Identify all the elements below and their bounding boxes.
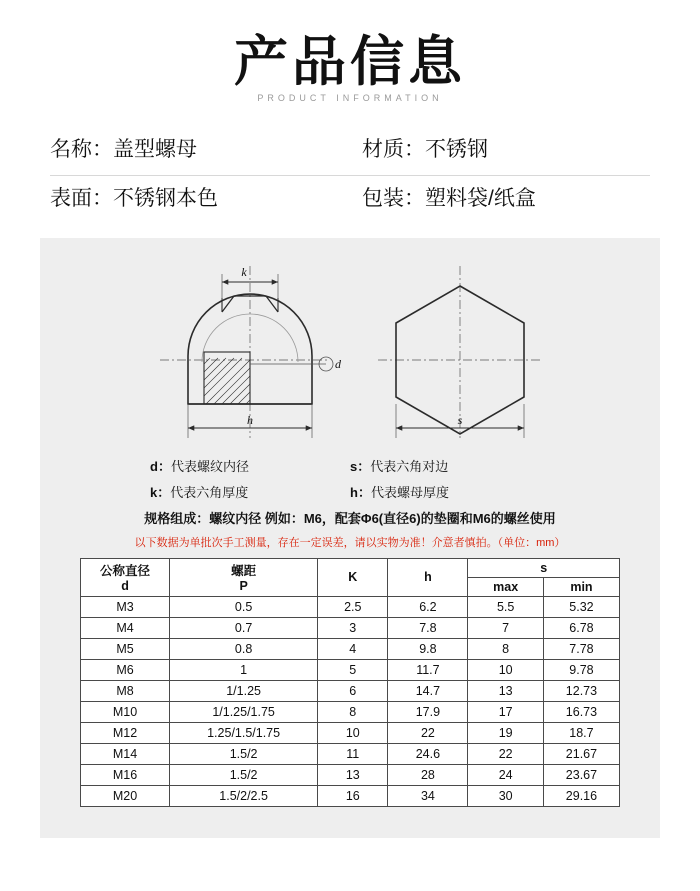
legend-h <box>350 482 550 501</box>
table-row <box>81 617 620 638</box>
header-nominal-diameter-main: 公称直径 <box>100 564 151 579</box>
cell-name: M14 <box>81 743 170 764</box>
table-row <box>81 638 620 659</box>
cell-pitch: 1/1.25/1.75 <box>170 701 318 722</box>
spec-packaging <box>338 182 650 212</box>
legend-h-text: 代表螺母厚度 <box>370 484 449 500</box>
legend-d-text: 代表螺纹内径 <box>170 458 249 474</box>
cell-name: M6 <box>81 659 170 680</box>
table-header-row <box>81 558 620 577</box>
cell-h: 9.8 <box>388 638 468 659</box>
specification-table <box>80 558 620 807</box>
spec-packaging-label: 包装： <box>362 186 425 210</box>
spec-surface <box>50 182 338 212</box>
cell-pitch: 1.5/2/2.5 <box>170 785 318 806</box>
spec-material-value: 不锈钢 <box>425 137 488 161</box>
header-nominal-diameter-sub: d <box>121 579 129 594</box>
cell-pitch: 0.5 <box>170 596 318 617</box>
cell-h: 14.7 <box>388 680 468 701</box>
table-body <box>81 596 620 806</box>
cell-k: 4 <box>318 638 388 659</box>
cell-s-min: 6.78 <box>543 617 619 638</box>
dim-s-label: s <box>457 412 463 427</box>
header-nominal-diameter <box>81 558 170 596</box>
table-row <box>81 680 620 701</box>
spec-row <box>50 127 650 176</box>
cell-s-min: 21.67 <box>543 743 619 764</box>
cell-k: 3 <box>318 617 388 638</box>
cell-name: M10 <box>81 701 170 722</box>
table-row <box>81 659 620 680</box>
cell-name: M4 <box>81 617 170 638</box>
cell-s-max: 30 <box>468 785 544 806</box>
cell-pitch: 1.5/2 <box>170 743 318 764</box>
cell-name: M16 <box>81 764 170 785</box>
cell-pitch: 0.7 <box>170 617 318 638</box>
cell-s-min: 9.78 <box>543 659 619 680</box>
dim-h-label: h <box>247 412 253 427</box>
header-s: s <box>468 558 620 577</box>
header-h: h <box>388 558 468 596</box>
cell-h: 34 <box>388 785 468 806</box>
cell-name: M8 <box>81 680 170 701</box>
cell-s-max: 7 <box>468 617 544 638</box>
spec-list <box>50 127 650 224</box>
cell-name: M5 <box>81 638 170 659</box>
header-pitch-main: 螺距 <box>231 564 257 579</box>
table-row <box>81 596 620 617</box>
header-k: K <box>318 558 388 596</box>
spec-surface-label: 表面： <box>50 186 113 210</box>
legend-k <box>150 482 350 501</box>
cell-h: 28 <box>388 764 468 785</box>
page-subtitle: PRODUCT INFORMATION <box>257 92 443 103</box>
legend-d <box>150 456 350 475</box>
measurement-notice: 以下数据为单批次手工测量，存在一定误差，请以实物为准！介意者慎拍。（单位：mm） <box>134 536 566 549</box>
legend-row <box>150 456 550 475</box>
spec-material-label: 材质： <box>362 137 425 161</box>
cell-s-max: 8 <box>468 638 544 659</box>
cell-s-min: 18.7 <box>543 722 619 743</box>
cell-s-max: 17 <box>468 701 544 722</box>
legend-k-key: k： <box>150 484 171 500</box>
page-header <box>0 0 700 103</box>
cell-name: M20 <box>81 785 170 806</box>
spec-name <box>50 133 338 163</box>
cell-k: 16 <box>318 785 388 806</box>
cell-h: 22 <box>388 722 468 743</box>
cell-pitch: 1.25/1.5/1.75 <box>170 722 318 743</box>
cell-k: 13 <box>318 764 388 785</box>
table-row <box>81 722 620 743</box>
dim-d-label: d <box>335 356 341 371</box>
spec-name-value: 盖型螺母 <box>113 137 197 161</box>
cell-k: 11 <box>318 743 388 764</box>
cell-h: 24.6 <box>388 743 468 764</box>
cell-pitch: 1 <box>170 659 318 680</box>
header-pitch <box>170 558 318 596</box>
legend-s-key: s： <box>350 458 371 474</box>
cell-s-min: 12.73 <box>543 680 619 701</box>
cell-s-min: 5.32 <box>543 596 619 617</box>
spec-surface-value: 不锈钢本色 <box>113 186 218 210</box>
cell-k: 10 <box>318 722 388 743</box>
cap-nut-technical-drawing <box>130 252 570 452</box>
cell-s-min: 16.73 <box>543 701 619 722</box>
cell-name: M3 <box>81 596 170 617</box>
legend-k-text: 代表六角厚度 <box>170 484 249 500</box>
legend-h-key: h： <box>350 484 371 500</box>
combination-note: 规格组成：螺纹内径 例如：M6，配套Φ6(直径6)的垫圈和M6的螺丝使用 <box>144 510 556 526</box>
table-row <box>81 764 620 785</box>
cell-s-max: 10 <box>468 659 544 680</box>
table-row <box>81 785 620 806</box>
spec-packaging-value: 塑料袋/纸盒 <box>425 186 536 210</box>
cell-s-max: 22 <box>468 743 544 764</box>
page-title: 产品信息 <box>234 32 466 92</box>
table-row <box>81 743 620 764</box>
cell-s-min: 7.78 <box>543 638 619 659</box>
cell-k: 5 <box>318 659 388 680</box>
legend-s-text: 代表六角对边 <box>370 458 449 474</box>
table-row <box>81 701 620 722</box>
cell-s-max: 24 <box>468 764 544 785</box>
cell-pitch: 1/1.25 <box>170 680 318 701</box>
spec-material <box>338 133 650 163</box>
drawing-legend <box>150 456 550 501</box>
cell-h: 11.7 <box>388 659 468 680</box>
cell-s-min: 23.67 <box>543 764 619 785</box>
legend-d-key: d： <box>150 458 171 474</box>
cell-h: 17.9 <box>388 701 468 722</box>
table-head <box>81 558 620 596</box>
cell-h: 6.2 <box>388 596 468 617</box>
cell-pitch: 1.5/2 <box>170 764 318 785</box>
header-s-min: min <box>543 577 619 596</box>
cell-pitch: 0.8 <box>170 638 318 659</box>
cell-s-max: 19 <box>468 722 544 743</box>
header-pitch-sub: P <box>239 579 248 594</box>
spec-name-label: 名称： <box>50 137 113 161</box>
legend-s <box>350 456 550 475</box>
cell-s-max: 5.5 <box>468 596 544 617</box>
cell-k: 6 <box>318 680 388 701</box>
cell-s-max: 13 <box>468 680 544 701</box>
cell-s-min: 29.16 <box>543 785 619 806</box>
technical-panel <box>40 238 660 838</box>
cell-h: 7.8 <box>388 617 468 638</box>
cell-k: 8 <box>318 701 388 722</box>
spec-row <box>50 176 650 224</box>
dim-k-label: k <box>241 264 247 279</box>
cell-k: 2.5 <box>318 596 388 617</box>
legend-row <box>150 482 550 501</box>
header-s-max: max <box>468 577 544 596</box>
cell-name: M12 <box>81 722 170 743</box>
